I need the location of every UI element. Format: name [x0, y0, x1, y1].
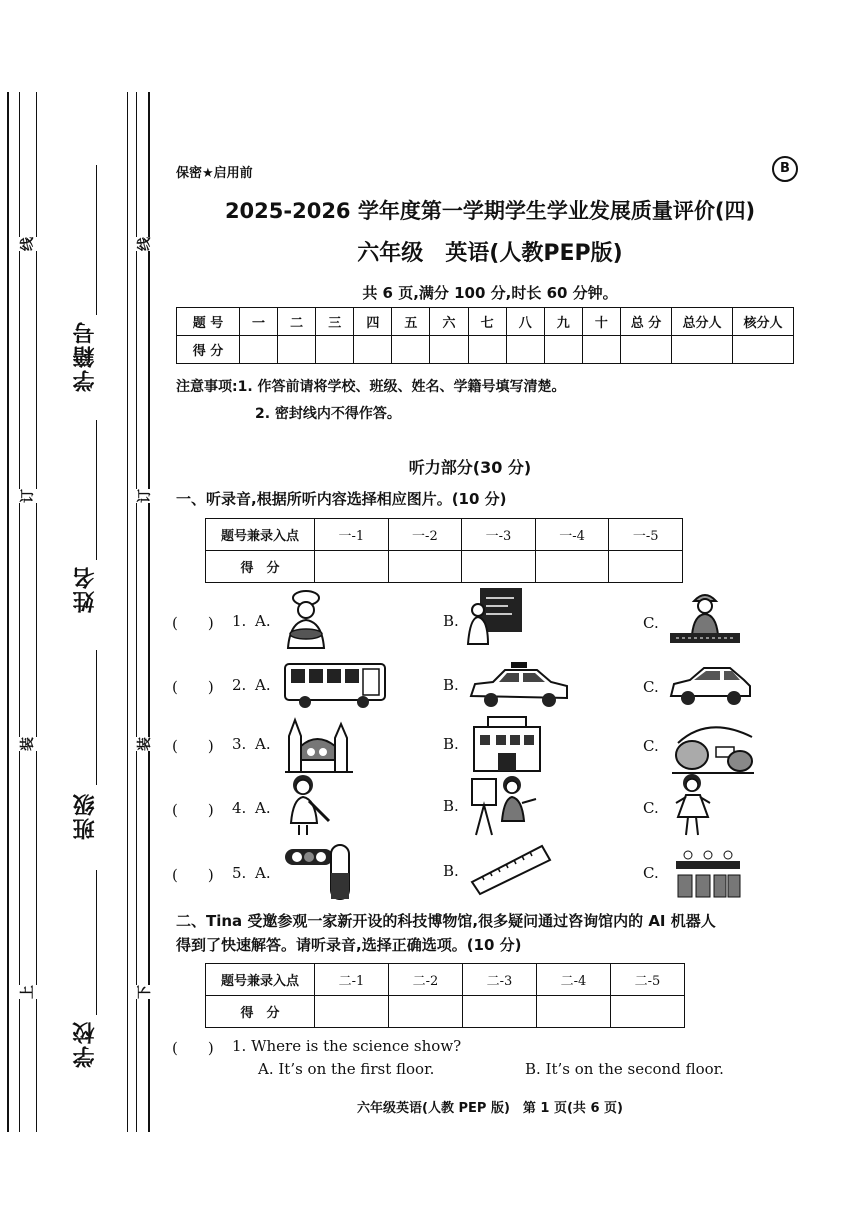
cut-char-zhuang-2: 装	[132, 737, 156, 751]
s1-q2-c: C.	[643, 678, 659, 696]
s1-head-1: 一-1	[315, 519, 389, 551]
exam-subtitle: 六年级 英语(人教PEP版)	[357, 241, 623, 266]
score-cell[interactable]	[611, 996, 685, 1028]
s1-q4-num: 4.	[232, 799, 247, 817]
listening-title: 听力部分(30 分)	[408, 458, 532, 477]
score-head-9: 九	[544, 308, 582, 336]
bus-icon[interactable]	[283, 660, 387, 710]
dancing-girl-icon[interactable]	[672, 773, 714, 837]
s1-q5-paren[interactable]: ( )	[172, 866, 214, 884]
score-cell[interactable]	[462, 551, 536, 583]
name-label: 姓名	[73, 565, 98, 613]
s2-head-1: 二-1	[315, 964, 389, 996]
score-head-6: 六	[430, 308, 468, 336]
ruler-icon[interactable]	[468, 840, 552, 896]
notes-line-2: 2. 密封线内不得作答。	[255, 406, 401, 422]
school-label: 学校	[73, 1020, 98, 1068]
s1-q1-c: C.	[643, 614, 659, 632]
s2-head-2: 二-2	[389, 964, 463, 996]
score-head-1: 一	[240, 308, 278, 336]
cut-char-zhuang: 装	[15, 737, 39, 751]
exam-info: 共 6 页,满分 100 分,时长 60 分钟。	[362, 284, 618, 302]
score-cell[interactable]	[535, 551, 609, 583]
score-table	[176, 307, 794, 364]
s2-q1-paren[interactable]: ( )	[172, 1039, 214, 1057]
score-cell[interactable]	[392, 336, 430, 364]
score-head-2: 二	[278, 308, 316, 336]
section2-title-1: 二、Tina 受邀参观一家新开设的科技博物馆,很多疑问通过咨询馆内的 AI 机器人	[176, 912, 716, 930]
s2-head-5: 二-5	[611, 964, 685, 996]
cut-char-shang: 上	[15, 985, 39, 999]
score-head-3: 三	[316, 308, 354, 336]
violin-girl-icon[interactable]	[283, 773, 333, 837]
school-line[interactable]	[96, 870, 97, 1015]
score-head-5: 五	[392, 308, 430, 336]
s1-q2-num: 2.	[232, 676, 247, 694]
chef-icon[interactable]	[278, 588, 334, 650]
score-cell[interactable]	[463, 996, 537, 1028]
s1-q1-b: B.	[443, 612, 459, 630]
version-badge: B	[772, 156, 798, 182]
s2-score-label: 得 分	[206, 996, 315, 1028]
cinema-icon[interactable]	[468, 713, 546, 775]
s1-q4-b: B.	[443, 797, 459, 815]
s1-q2-b: B.	[443, 676, 459, 694]
score-head-10: 十	[582, 308, 620, 336]
s1-head-3: 一-3	[462, 519, 536, 551]
name-line[interactable]	[96, 420, 97, 560]
cut-char-ding-2: 订	[132, 489, 156, 503]
s2-head-4: 二-4	[537, 964, 611, 996]
score-cell[interactable]	[672, 336, 733, 364]
score-cell[interactable]	[582, 336, 620, 364]
score-cell[interactable]	[316, 336, 354, 364]
s1-q5-b: B.	[443, 862, 459, 880]
section1-score-table	[205, 518, 683, 583]
s1-q5-num: 5.	[232, 864, 247, 882]
score-head-4: 四	[354, 308, 392, 336]
s1-q4-a: A.	[255, 799, 271, 817]
notes-line-1: 注意事项:1. 作答前请将学校、班级、姓名、学籍号填写清楚。	[176, 379, 566, 395]
traffic-light-icon[interactable]	[283, 843, 355, 901]
class-label: 班级	[73, 792, 98, 840]
section1-title: 一、听录音,根据所听内容选择相应图片。(10 分)	[176, 490, 507, 508]
s1-q3-num: 3.	[232, 735, 247, 753]
s1-q5-c: C.	[643, 864, 659, 882]
score-cell[interactable]	[389, 996, 463, 1028]
s1-q4-paren[interactable]: ( )	[172, 801, 214, 819]
score-cell[interactable]	[621, 336, 672, 364]
s1-head-4: 一-4	[535, 519, 609, 551]
score-cell[interactable]	[609, 551, 683, 583]
s1-head-label: 题号兼录入点	[206, 519, 315, 551]
score-cell[interactable]	[315, 551, 389, 583]
score-cell[interactable]	[537, 996, 611, 1028]
score-cell[interactable]	[240, 336, 278, 364]
student-no-label: 学籍号	[73, 320, 98, 392]
secret-label: 保密★启用前	[176, 166, 253, 181]
exam-title: 2025-2026 学年度第一学期学生学业发展质量评价(四)	[224, 199, 756, 223]
score-cell[interactable]	[468, 336, 506, 364]
s1-q2-a: A.	[255, 676, 271, 694]
section2-score-table	[205, 963, 685, 1028]
s1-q3-c: C.	[643, 737, 659, 755]
taxi-icon[interactable]	[467, 660, 571, 710]
s2-q1-text: 1. Where is the science show?	[232, 1037, 462, 1055]
s2-head-label: 题号兼录入点	[206, 964, 315, 996]
s1-q5-a: A.	[255, 864, 271, 882]
cut-char-xian-2: 线	[132, 237, 156, 251]
score-cell[interactable]	[733, 336, 794, 364]
score-head-total: 总 分	[621, 308, 672, 336]
s1-head-5: 一-5	[609, 519, 683, 551]
car-icon[interactable]	[668, 658, 752, 708]
page-footer: 六年级英语(人教 PEP 版) 第 1 页(共 6 页)	[357, 1101, 623, 1116]
park-icon[interactable]	[668, 713, 756, 775]
s1-q3-b: B.	[443, 735, 459, 753]
s1-q1-paren[interactable]: ( )	[172, 614, 214, 632]
score-cell[interactable]	[544, 336, 582, 364]
castle-icon[interactable]	[283, 712, 355, 774]
s2-q1-option-a: A. It’s on the first floor.	[258, 1060, 435, 1078]
score-cell[interactable]	[388, 551, 462, 583]
score-head-7: 七	[468, 308, 506, 336]
s2-head-3: 二-3	[463, 964, 537, 996]
s1-q1-num: 1.	[232, 612, 247, 630]
section2-title-2: 得到了快速解答。请听录音,选择正确选项。(10 分)	[176, 936, 522, 954]
cut-char-xia-2: 下	[132, 985, 156, 999]
score-row-label: 得 分	[177, 336, 240, 364]
s1-q1-a: A.	[255, 612, 271, 630]
s1-q3-paren[interactable]: ( )	[172, 737, 214, 755]
s1-head-2: 一-2	[388, 519, 462, 551]
s2-q1-option-b: B. It’s on the second floor.	[525, 1060, 724, 1078]
worker-icon[interactable]	[668, 587, 742, 649]
s1-q3-a: A.	[255, 735, 271, 753]
score-cell[interactable]	[278, 336, 316, 364]
score-head-8: 八	[506, 308, 544, 336]
teacher-icon[interactable]	[464, 586, 524, 646]
painting-girl-icon[interactable]	[468, 773, 540, 837]
score-cell[interactable]	[315, 996, 389, 1028]
s1-score-label: 得 分	[206, 551, 315, 583]
score-cell[interactable]	[430, 336, 468, 364]
class-line[interactable]	[96, 650, 97, 785]
cut-char-xian: 线	[15, 237, 39, 251]
score-cell[interactable]	[354, 336, 392, 364]
score-cell[interactable]	[506, 336, 544, 364]
cut-char-ding: 订	[15, 489, 39, 503]
s1-q2-paren[interactable]: ( )	[172, 678, 214, 696]
score-head-scorer: 总分人	[672, 308, 733, 336]
restaurant-icon[interactable]	[672, 843, 744, 901]
score-head-label: 题 号	[177, 308, 240, 336]
score-head-checker: 核分人	[733, 308, 794, 336]
s1-q4-c: C.	[643, 799, 659, 817]
